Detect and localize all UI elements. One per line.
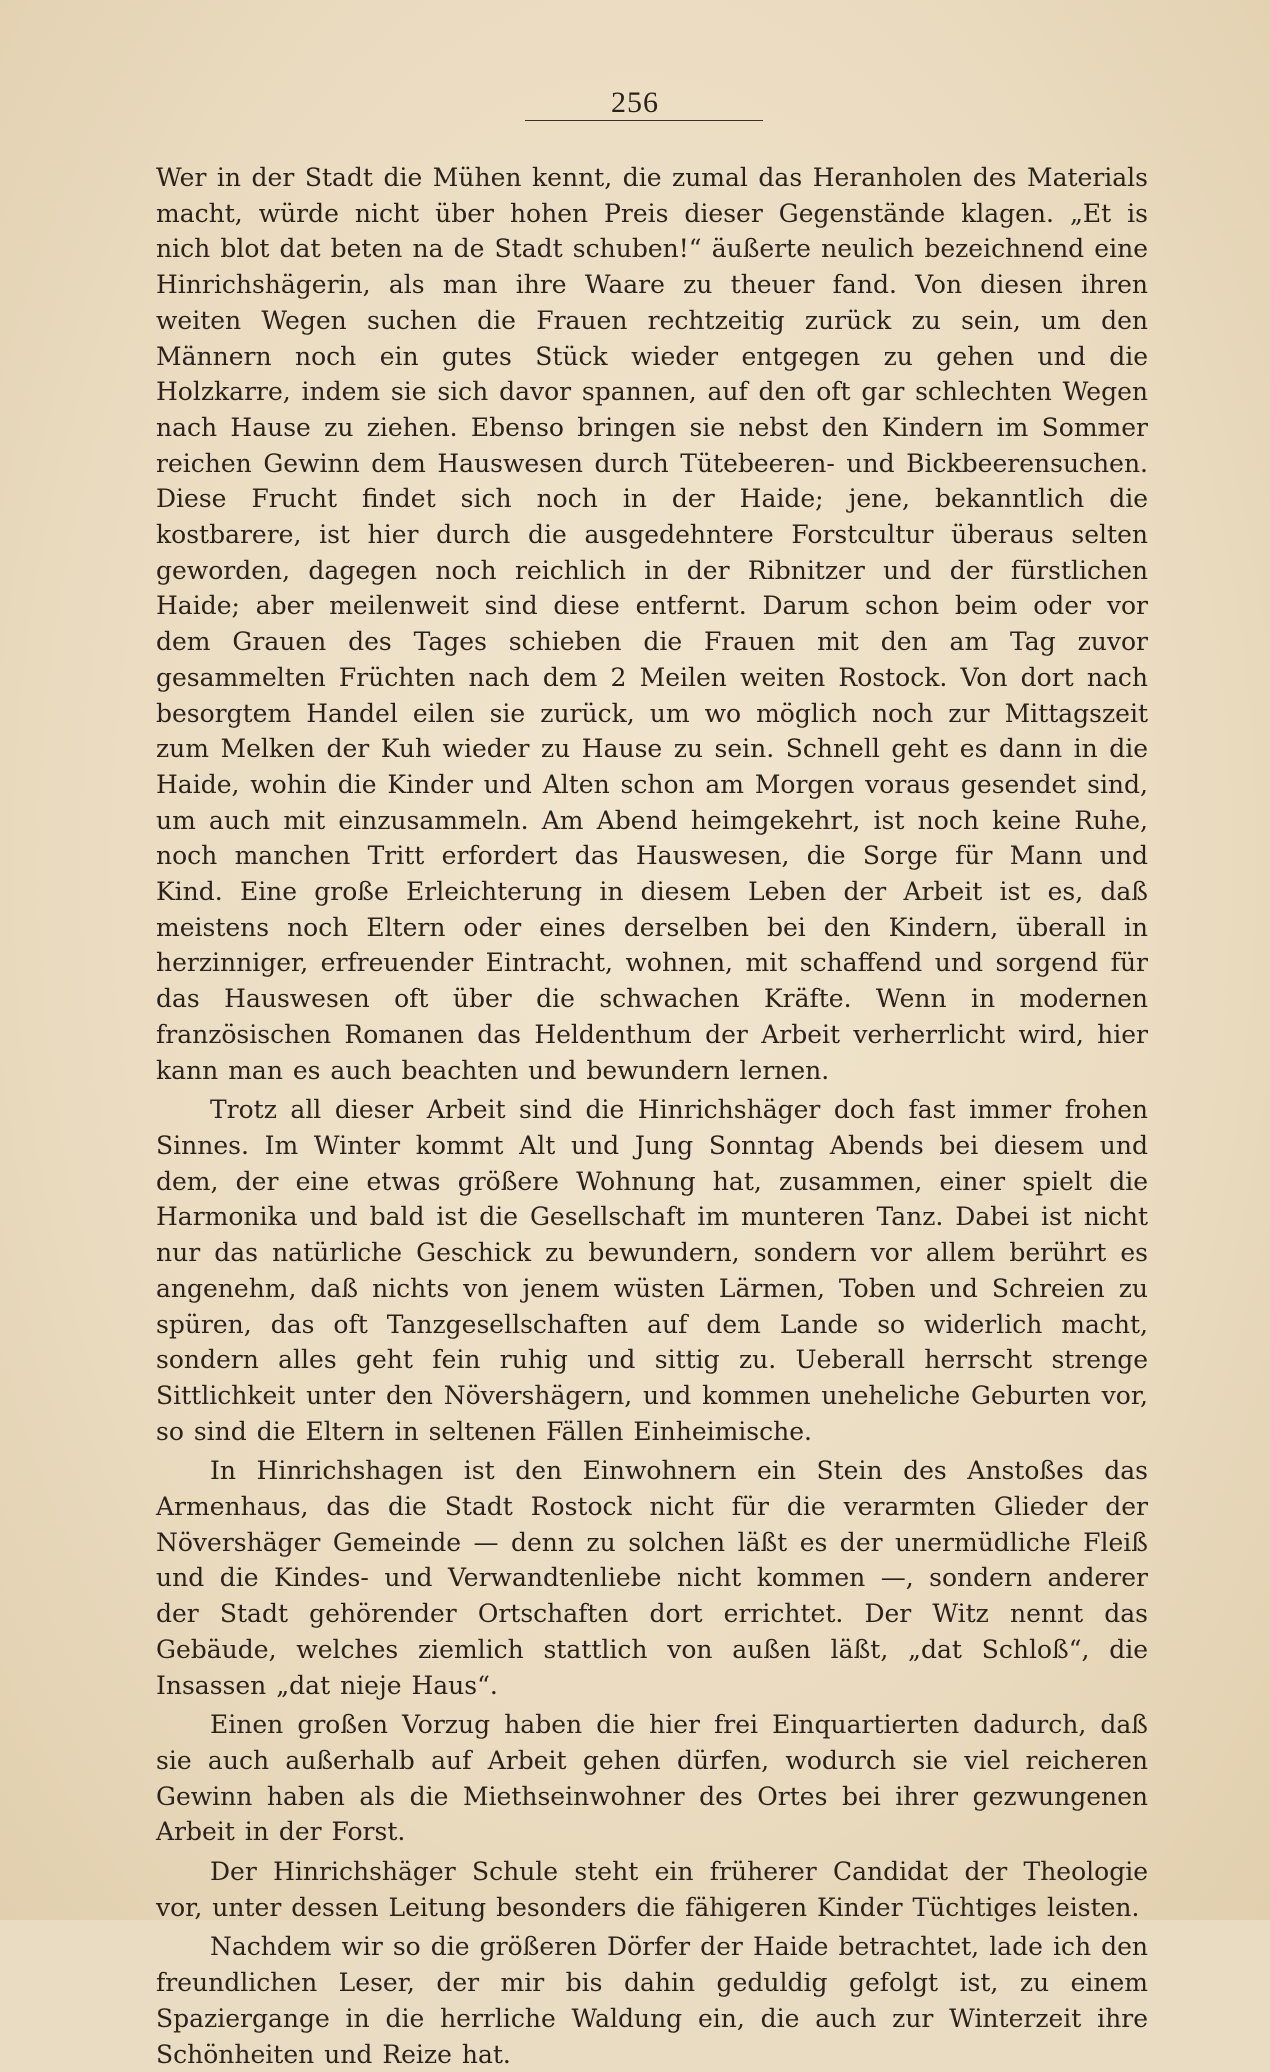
body-text	[156, 160, 1148, 2072]
paragraph: Wer in der Stadt die Mühen kennt, die zumal das Heranholen des Materials macht, würde nicht über hohen Preis dieser Gegenstände klagen. „Et is nich blot dat beten na de Stadt schuben!“ äußerte neulich bezeichnend eine Hinrichshägerin, als man ihre Waare zu theuer fand. Von diesen ihren weiten Wegen suchen die Frauen rechtzeitig zurück zu sein, um den Männern noch ein gutes Stück wieder entgegen zu gehen und die Holzkarre, indem sie sich davor spannen, auf den oft gar schlechten Wegen nach Hause zu ziehen. Ebenso bringen sie nebst den Kindern im Sommer reichen Gewinn dem Hauswesen durch Tütebeeren- und Bickbeerensuchen. Diese Frucht findet sich noch in der Haide; jene, bekanntlich die kostbarere, ist hier durch die ausgedehntere Forstcultur überaus selten geworden, dagegen noch reichlich in der Ribnitzer und der fürstlichen Haide; aber meilenweit sind diese entfernt. Darum schon beim oder vor dem Grauen des Tages schieben die Frauen mit den am Tag zuvor gesammelten Früchten nach dem 2 Meilen weiten Rostock. Von dort nach besorgtem Handel eilen sie zurück, um wo möglich noch zur Mittagszeit zum Melken der Kuh wieder zu Hause zu sein. Schnell geht es dann in die Haide, wohin die Kinder und Alten schon am Morgen voraus gesendet sind, um auch mit einzusammeln. Am Abend heimgekehrt, ist noch keine Ruhe, noch manchen Tritt erfordert das Hauswesen, die Sorge für Mann und Kind. Eine große Erleichterung in diesem Leben der Arbeit ist es, daß meistens noch Eltern oder eines derselben bei den Kindern, überall in herzinniger, erfreuender Eintracht, wohnen, mit schaffend und sorgend für das Hauswesen oft über die schwachen Kräfte. Wenn in modernen französischen Romanen das Heldenthum der Arbeit verherrlicht wird, hier kann man es auch beachten und bewundern lernen.	[156, 163, 1148, 1085]
paragraph: Einen großen Vorzug haben die hier frei Einquartierten dadurch, daß sie auch außerhalb auf Arbeit gehen dürfen, wodurch sie viel reicheren Gewinn haben als die Miethseinwohner des Ortes bei ihrer gezwungenen Arbeit in der Forst.	[156, 1710, 1148, 1847]
paragraph: In Hinrichshagen ist den Einwohnern ein Stein des Anstoßes das Armenhaus, das die Stadt Rostock nicht für die verarmten Glieder der Növershäger Gemeinde — denn zu solchen läßt es der unermüdliche Fleiß und die Kindes- und Verwandtenliebe nicht kommen —, sondern anderer der Stadt gehörender Ortschaften dort errichtet. Der Witz nennt das Gebäude, welches ziemlich stattlich von außen läßt, „dat Schloß“, die Insassen „dat nieje Haus“.	[156, 1456, 1148, 1700]
paragraph: Der Hinrichshäger Schule steht ein früherer Candidat der Theologie vor, unter dessen Leitung besonders die fähigeren Kinder Tüchtiges leisten.	[156, 1857, 1148, 1922]
header-rule	[525, 120, 763, 121]
paragraph: Nachdem wir so die größeren Dörfer der Haide betrachtet, lade ich den freundlichen Leser, der mir bis dahin geduldig gefolgt ist, zu einem Spaziergange in die herrliche Waldung ein, die auch zur Winterzeit ihre Schönheiten und Reize hat.	[156, 1932, 1148, 2069]
paragraph: Trotz all dieser Arbeit sind die Hinrichshäger doch fast immer frohen Sinnes. Im Winter kommt Alt und Jung Sonntag Abends bei diesem und dem, der eine etwas größere Wohnung hat, zusammen, einer spielt die Harmonika und bald ist die Gesellschaft im munteren Tanz. Dabei ist nicht nur das natürliche Geschick zu bewundern, sondern vor allem berührt es angenehm, daß nichts von jenem wüsten Lärmen, Toben und Schreien zu spüren, das oft Tanzgesellschaften auf dem Lande so widerlich macht, sondern alles geht fein ruhig und sittig zu. Ueberall herrscht strenge Sittlichkeit unter den Növershägern, und kommen uneheliche Geburten vor, so sind die Eltern in seltenen Fällen Einheimische.	[156, 1095, 1148, 1446]
page-number: 256	[611, 86, 659, 119]
